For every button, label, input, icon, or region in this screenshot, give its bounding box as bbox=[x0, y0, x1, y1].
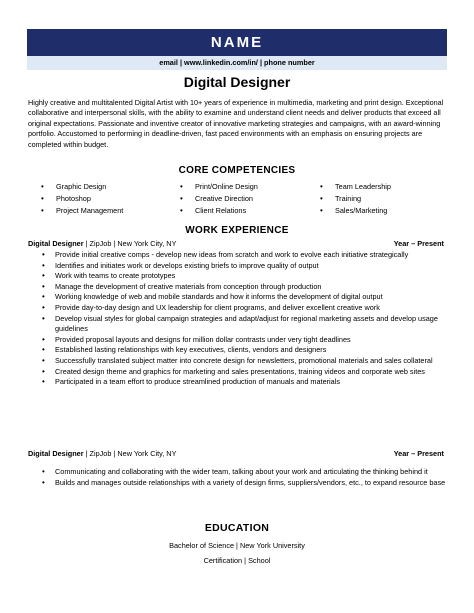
job-dates: Year – Present bbox=[393, 449, 444, 458]
job-bullet: • Develop visual styles for global campaign strategies and adapt/adjust for regional marketing assets and develop usage guidelines bbox=[28, 314, 448, 335]
job-details: | ZipJob | New York City, NY bbox=[83, 239, 177, 248]
job-role: Digital Designer bbox=[28, 449, 84, 458]
job-bullet: • Working knowledge of web and mobile standards and how it informs the development of digital output bbox=[28, 292, 448, 303]
job-details: | ZipJob | New York City, NY bbox=[83, 449, 177, 458]
job-bullet: • Manage the development of creative materials from conception through production bbox=[28, 282, 448, 293]
competencies-column-3 bbox=[320, 181, 391, 217]
job-dates: Year – Present bbox=[393, 239, 444, 248]
job-bullet: • Builds and manages outside relationships with a variety of design firms, suppliers/vendors, etc., to expand resource base bbox=[28, 478, 448, 489]
competency-item: • Print/Online Design bbox=[180, 181, 258, 193]
name-header: NAME bbox=[27, 29, 447, 56]
job-bullet: • Communicating and collaborating with the wider team, talking about your work and articulating the thinking behind it bbox=[28, 467, 448, 478]
job-bullet: • Provided proposal layouts and designs for million dollar contrasts under very tight deadlines bbox=[28, 335, 448, 346]
competency-item: • Client Relations bbox=[180, 205, 258, 217]
job-heading bbox=[28, 449, 444, 459]
job-bullet: • Participated in a team effort to produce streamlined production of manuals and materials bbox=[28, 377, 448, 388]
competencies-column-2 bbox=[180, 181, 258, 217]
summary-paragraph: Highly creative and multitalented Digital Artist with 10+ years of experience in multimedia, marketing and print design. Exceptional collaborative and interpersonal skills, with the ability to examine and understand client needs and deliver products that exceed all original expectations. Passionate and inventive creator of innovative marketing strategies and campaigns, with an award-winning portfolio. Accustomed to performing in deadline-driven, fast paced environments with an emphasis on ensuring projects are completed within budget. bbox=[28, 98, 444, 149]
education-degree: Bachelor of Science | New York University bbox=[169, 541, 305, 550]
job-bullets bbox=[28, 250, 448, 388]
job-bullet: • Created design theme and graphics for marketing and sales presentations, training videos and corporate web sites bbox=[28, 367, 448, 378]
job-bullet: • Provide day-to-day design and UX leadership for client programs, and deliver excellent creative work bbox=[28, 303, 448, 314]
education-certification: Certification | School bbox=[203, 556, 271, 565]
competency-item: • Training bbox=[320, 193, 391, 205]
education-title: EDUCATION bbox=[204, 522, 270, 534]
contact-line: email | www.linkedin.com/in/ | phone number bbox=[27, 56, 447, 70]
competency-item: • Project Management bbox=[41, 205, 123, 217]
job-bullet: • Work with teams to create prototypes bbox=[28, 271, 448, 282]
job-bullet: • Successfully translated subject matter into concrete design for newsletters, promotional materials and sales collateral bbox=[28, 356, 448, 367]
job-role: Digital Designer bbox=[28, 239, 84, 248]
competency-item: • Sales/Marketing bbox=[320, 205, 391, 217]
experience-title: WORK EXPERIENCE bbox=[185, 225, 289, 236]
competency-item: • Team Leadership bbox=[320, 181, 391, 193]
job-bullets bbox=[28, 467, 448, 488]
job-heading bbox=[28, 239, 444, 249]
job-bullet: • Established lasting relationships with key executives, clients, vendors and designers bbox=[28, 345, 448, 356]
job-bullet: • Identifies and initiates work or develops existing briefs to improve quality of output bbox=[28, 261, 448, 272]
competency-item: • Graphic Design bbox=[41, 181, 123, 193]
competencies-title: CORE COMPETENCIES bbox=[178, 165, 296, 176]
competency-item: • Creative Direction bbox=[180, 193, 258, 205]
competencies-column-1 bbox=[41, 181, 123, 217]
job-bullet: • Provide initial creative comps - develop new ideas from scratch and work to evolve each initiative strategically bbox=[28, 250, 448, 261]
job-title: Digital Designer bbox=[183, 74, 291, 90]
competency-item: • Photoshop bbox=[41, 193, 123, 205]
